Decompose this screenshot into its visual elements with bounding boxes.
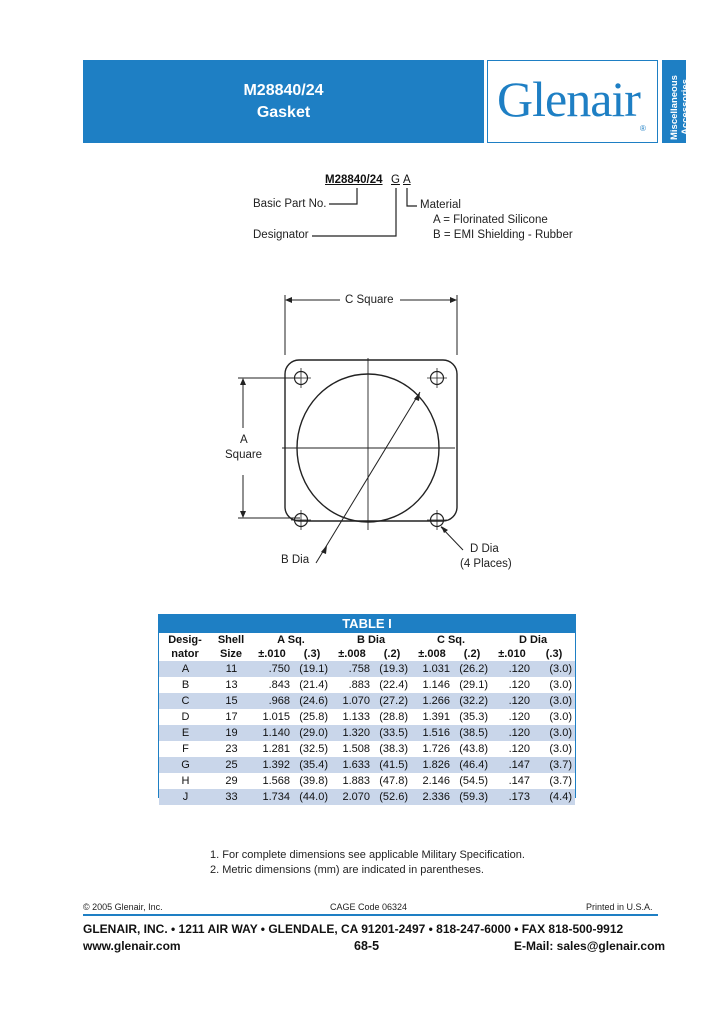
table-cell: (32.2) (459, 695, 488, 707)
table-cell: (3.7) (549, 759, 572, 771)
table-cell: .147 (508, 759, 530, 771)
table-cell: (59.3) (459, 791, 488, 803)
table-cell: 1.726 (422, 743, 450, 755)
table-cell: (25.8) (299, 711, 328, 723)
table-cell: G (181, 759, 190, 771)
table-cell: .120 (508, 727, 530, 739)
table-cell: (35.4) (299, 759, 328, 771)
table-cell: 1.320 (342, 727, 370, 739)
registered-mark: ® (640, 124, 646, 133)
table-cell: 11 (225, 663, 238, 675)
a-square-label-2: Square (225, 449, 263, 461)
table-row (159, 725, 575, 741)
table-cell: 1.391 (422, 711, 450, 723)
table-cell: (38.3) (379, 743, 408, 755)
table-cell: 1.133 (342, 711, 370, 723)
table-cell: (38.5) (459, 727, 488, 739)
table-cell: .758 (348, 663, 370, 675)
table-cell: 1.633 (342, 759, 370, 771)
table-cell: (3.0) (549, 663, 572, 675)
table-cell: B (181, 679, 190, 691)
table-cell: 2.146 (422, 775, 450, 787)
col-header-shell: Shell (217, 634, 245, 646)
material-label: Material (420, 199, 461, 211)
footer-cage-code: CAGE Code 06324 (330, 902, 408, 912)
table-cell: H (181, 775, 190, 787)
table-cell: (4.4) (549, 791, 572, 803)
pn-example: M28840/24 (325, 174, 383, 186)
table-cell: .147 (508, 775, 530, 787)
table-cell: (3.0) (549, 711, 572, 723)
table-cell: 1.516 (422, 727, 450, 739)
col-subheader: (.2) (463, 648, 481, 660)
col-subheader: ±.010 (258, 648, 286, 660)
pn-material-code: A (403, 174, 411, 186)
table-cell: (54.5) (459, 775, 488, 787)
material-option-b: B = EMI Shielding - Rubber (433, 229, 573, 241)
table-row (159, 789, 575, 805)
table-cell: (28.8) (379, 711, 408, 723)
table-cell: (29.1) (459, 679, 488, 691)
gasket-drawing (0, 280, 720, 580)
basic-part-label: Basic Part No. (253, 198, 327, 210)
table-row (159, 741, 575, 757)
table-cell: 1.826 (422, 759, 450, 771)
table-cell: 1.883 (342, 775, 370, 787)
table-row (159, 709, 575, 725)
table-cell: .120 (508, 711, 530, 723)
table-cell: (3.0) (549, 695, 572, 707)
table-cell: (26.2) (459, 663, 488, 675)
table-cell: (33.5) (379, 727, 408, 739)
footer-address: GLENAIR, INC. • 1211 AIR WAY • GLENDALE, CA 91201-2497 • 818-247-6000 • FAX 818-500-9912 (83, 922, 624, 936)
table-cell: (44.0) (299, 791, 328, 803)
table-cell: (3.0) (549, 679, 572, 691)
c-square-label: C Square (345, 294, 394, 306)
table-cell: 1.140 (262, 727, 290, 739)
table-row (159, 677, 575, 693)
footer-printed: Printed in U.S.A. (586, 902, 653, 912)
footer-copyright: © 2005 Glenair, Inc. (83, 902, 163, 912)
table-cell: (47.8) (379, 775, 408, 787)
table-cell: (27.2) (379, 695, 408, 707)
d-dia-label-2: (4 Places) (460, 558, 512, 570)
table-cell: 33 (225, 791, 238, 803)
table-cell: 13 (225, 679, 238, 691)
table-cell: (52.6) (379, 791, 408, 803)
table-cell: F (182, 743, 189, 755)
table-cell: (22.4) (379, 679, 408, 691)
table-cell: (3.7) (549, 775, 572, 787)
col-subheader: (.2) (383, 648, 401, 660)
table-cell: 1.281 (262, 743, 290, 755)
table-cell: 19 (225, 727, 238, 739)
table-cell: .750 (268, 663, 290, 675)
note-1: 1. For complete dimensions see applicable Military Specification. (210, 849, 525, 861)
col-subheader: Size (219, 648, 242, 660)
col-subheader: ±.008 (338, 648, 366, 660)
table-cell: (46.4) (459, 759, 488, 771)
table-cell: A (181, 663, 190, 675)
table-cell: 1.508 (342, 743, 370, 755)
table-cell: (39.8) (299, 775, 328, 787)
table-cell: (41.5) (379, 759, 408, 771)
table-row (159, 661, 575, 677)
table-cell: (32.5) (299, 743, 328, 755)
table-cell: .173 (508, 791, 530, 803)
dimension-table (159, 633, 575, 805)
col-header-d: D Dia (518, 634, 548, 646)
footer-email[interactable]: E-Mail: sales@glenair.com (514, 939, 666, 953)
col-subheader: (.3) (303, 648, 321, 660)
table-cell: 2.070 (342, 791, 370, 803)
table-cell: 1.070 (342, 695, 370, 707)
glenair-logo: Glenair (497, 71, 640, 127)
table-cell: E (181, 727, 190, 739)
d-dia-label-1: D Dia (470, 543, 499, 555)
table-cell: 1.031 (422, 663, 450, 675)
table-cell: 1.015 (262, 711, 290, 723)
table-cell: (3.0) (549, 743, 572, 755)
table-cell: 29 (225, 775, 238, 787)
col-header-b: B Dia (356, 634, 386, 646)
designator-label: Designator (253, 229, 309, 241)
table-cell: 1.146 (422, 679, 450, 691)
table-row (159, 693, 575, 709)
table-cell: 1.266 (422, 695, 450, 707)
table-cell: (29.0) (299, 727, 328, 739)
table-row (159, 757, 575, 773)
col-header-a: A Sq. (277, 634, 305, 646)
table-cell: (19.1) (299, 663, 328, 675)
table-cell: (21.4) (299, 679, 328, 691)
b-dia-label: B Dia (281, 554, 310, 566)
col-header-designator: Desig- (168, 634, 202, 646)
col-subheader: ±.008 (418, 648, 446, 660)
table-cell: 17 (225, 711, 238, 723)
part-number-leaders (0, 0, 720, 260)
material-option-a: A = Florinated Silicone (433, 214, 548, 226)
page-title: M28840/24 (243, 82, 324, 99)
side-tab-line2: Accessories (680, 79, 691, 135)
table-cell: .843 (268, 679, 290, 691)
pn-designator-code: G (391, 174, 400, 186)
table-cell: .120 (508, 695, 530, 707)
col-subheader: (.3) (545, 648, 563, 660)
table-row (159, 773, 575, 789)
note-2: 2. Metric dimensions (mm) are indicated in parentheses. (210, 864, 484, 876)
table-cell: C (181, 695, 190, 707)
table-cell: (24.6) (299, 695, 328, 707)
side-tab-line1: Miscellaneous (669, 75, 680, 140)
col-header-c: C Sq. (436, 634, 466, 646)
footer-rule (83, 914, 658, 916)
table-cell: (35.3) (459, 711, 488, 723)
table-cell: 1.568 (262, 775, 290, 787)
table-cell: .120 (508, 743, 530, 755)
table-cell: 1.392 (262, 759, 290, 771)
page-subtitle: Gasket (256, 104, 311, 121)
table-cell: (19.3) (379, 663, 408, 675)
table-cell: .883 (348, 679, 370, 691)
table-cell: 25 (225, 759, 238, 771)
table-cell: (3.0) (549, 727, 572, 739)
table-title: TABLE I (159, 615, 575, 633)
footer-page-number: 68-5 (354, 939, 380, 953)
a-square-label-1: A (240, 434, 248, 446)
table-cell: (43.8) (459, 743, 488, 755)
table-cell: J (182, 791, 189, 803)
table-cell: 2.336 (422, 791, 450, 803)
table-cell: 1.734 (262, 791, 290, 803)
table-cell: 23 (225, 743, 238, 755)
table-cell: D (181, 711, 190, 723)
col-subheader: nator (171, 648, 199, 660)
table-cell: .120 (508, 663, 530, 675)
footer-website[interactable]: www.glenair.com (83, 939, 181, 953)
table-cell: .968 (268, 695, 290, 707)
col-subheader: ±.010 (498, 648, 526, 660)
table-cell: 15 (225, 695, 238, 707)
table-cell: .120 (508, 679, 530, 691)
